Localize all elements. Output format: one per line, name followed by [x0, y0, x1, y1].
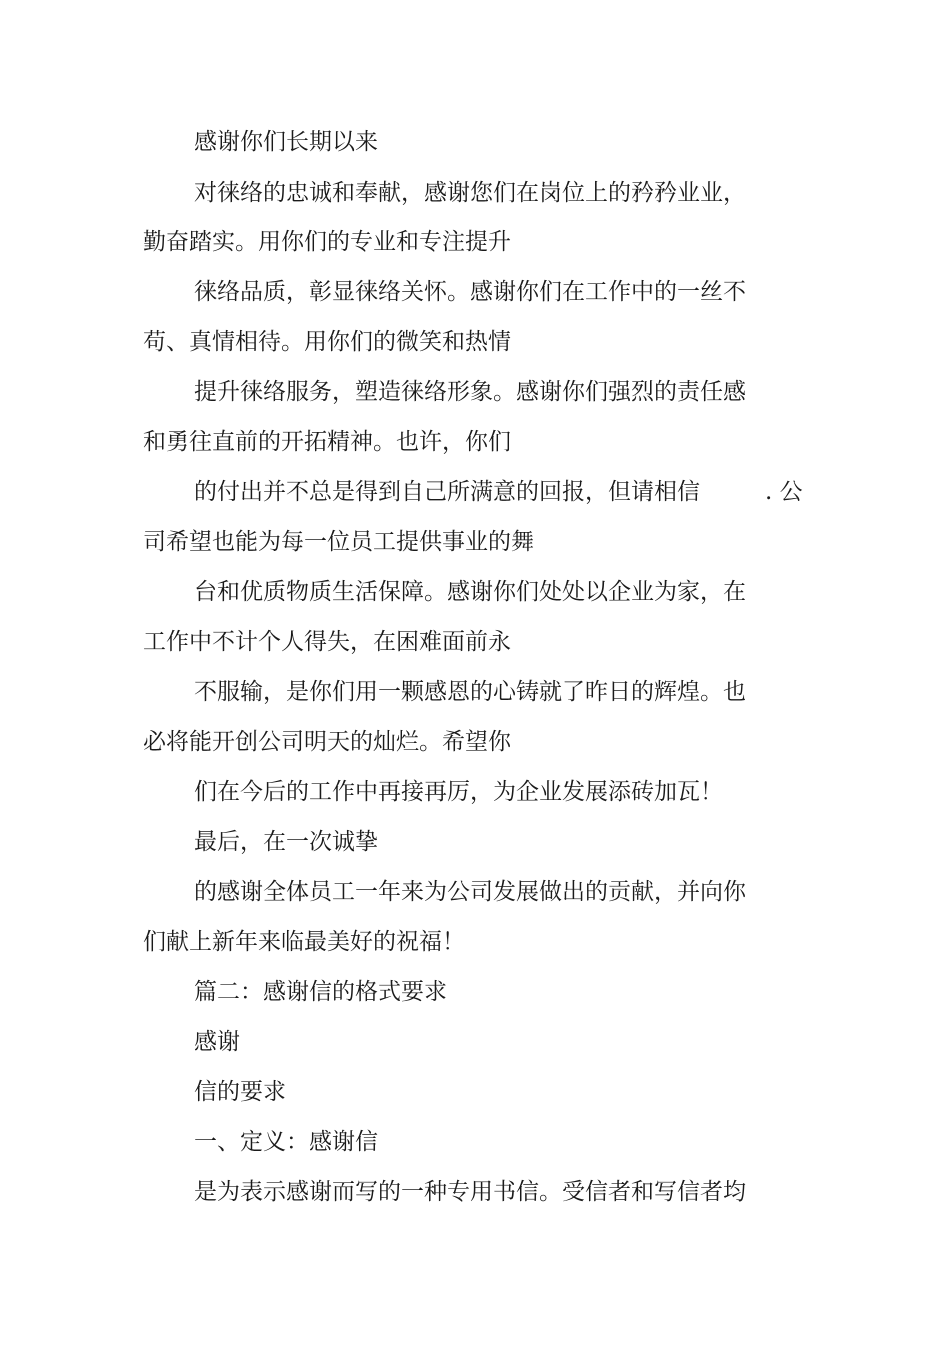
text-line: 苟、真情相待。用你们的微笑和热情	[143, 329, 511, 355]
text-line: 感谢	[194, 1029, 240, 1055]
text-line-fragment: . 公	[765, 479, 803, 505]
text-line: 台和优质物质生活保障。感谢你们处处以企业为家，在	[194, 579, 746, 605]
text-line: 和勇往直前的开拓精神。也许，你们	[143, 429, 511, 455]
text-line: 徕络品质，彰显徕络关怀。感谢你们在工作中的一丝不	[194, 279, 746, 305]
text-line: 的感谢全体员工一年来为公司发展做出的贡献，并向你	[194, 879, 746, 905]
text-line: 的付出并不总是得到自己所满意的回报，但请相信	[194, 479, 700, 505]
text-line: 提升徕络服务，塑造徕络形象。感谢你们强烈的责任感	[194, 379, 746, 405]
section-heading: 篇二：感谢信的格式要求	[194, 979, 447, 1005]
text-line: 们在今后的工作中再接再厉，为企业发展添砖加瓦！	[194, 779, 723, 805]
text-line: 必将能开创公司明天的灿烂。希望你	[143, 729, 511, 755]
text-line: 工作中不计个人得失，在困难面前永	[143, 629, 511, 655]
text-line: 信的要求	[194, 1079, 286, 1105]
text-line: 感谢你们长期以来	[194, 129, 378, 155]
text-line: 勤奋踏实。用你们的专业和专注提升	[143, 229, 511, 255]
text-line: 们献上新年来临最美好的祝福！	[143, 929, 465, 955]
text-line: 对徕络的忠诚和奉献，感谢您们在岗位上的矜矜业业，	[194, 180, 746, 206]
text-line: 不服输，是你们用一颗感恩的心铸就了昨日的辉煌。也	[194, 679, 746, 705]
text-line: 是为表示感谢而写的一种专用书信。受信者和写信者均	[194, 1179, 746, 1205]
text-line: 一、定义：感谢信	[194, 1129, 378, 1155]
text-line: 司希望也能为每一位员工提供事业的舞	[143, 529, 534, 555]
text-line: 最后，在一次诚挚	[194, 829, 378, 855]
